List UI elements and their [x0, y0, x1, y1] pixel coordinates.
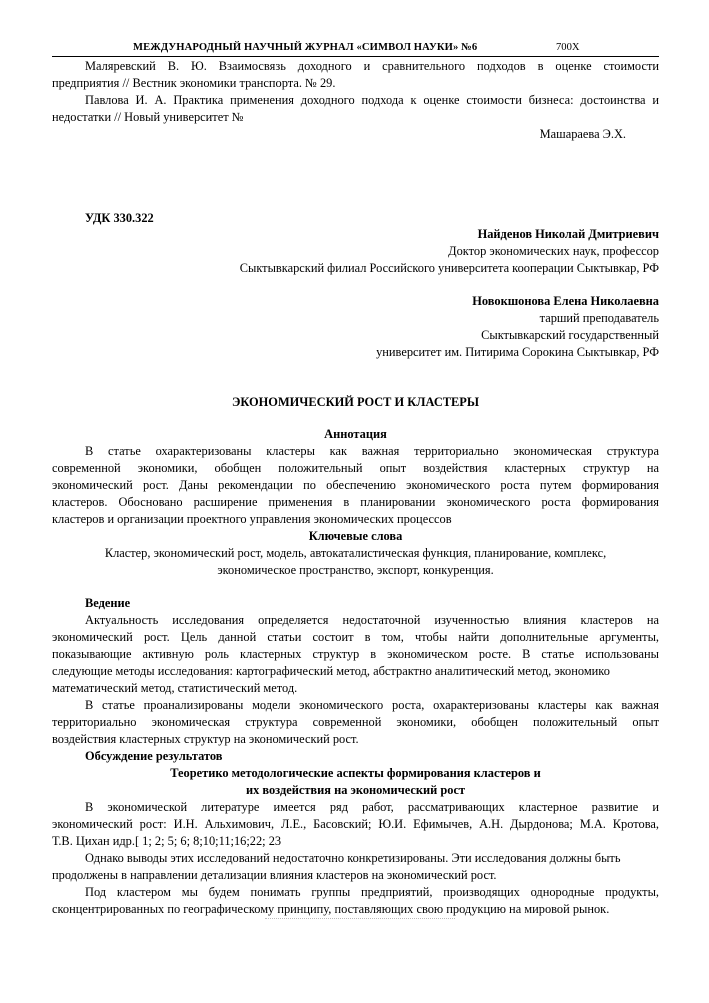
body-line: территориально экономическая структура современной экономики, обобщен положительный опыт — [52, 715, 659, 729]
body-line: следующие методы исследования: картографический метод, абстрактно аналитический метод, экономико — [52, 664, 610, 678]
running-header — [0, 42, 709, 56]
keywords-line: Кластер, экономический рост, модель, автокаталистическая функция, планирование, комплекс, — [104, 546, 607, 560]
discussion-heading: Обсуждение результатов — [85, 749, 223, 763]
abstract-line: экономический рост. Даны рекомендации по обеспечению экономического роста путем формирования — [52, 478, 659, 492]
author-2-affiliation: Сыктывкарский государственный — [481, 328, 659, 342]
body-line: Однако выводы этих исследований недостаточно конкретизированы. Эти исследования должны быть — [85, 851, 621, 865]
body-line: экономический рост: И.Н. Альхимович, Л.Е., Басовский; Ю.И. Ефимычев, А.Н. Дырдонова; М.А. Кротова, — [52, 817, 659, 831]
author-2-title: тарший преподаватель — [539, 311, 659, 325]
footer-divider — [265, 918, 455, 919]
keywords-heading: Ключевые слова — [308, 529, 403, 543]
body-line: сконцентрированных по географическому принципу, поставляющих свою продукцию на мировой рынок. — [52, 902, 610, 916]
journal-title: МЕЖДУНАРОДНЫЙ НАУЧНЫЙ ЖУРНАЛ «СИМВОЛ НАУКИ» №6 — [133, 42, 478, 53]
reference-line: Маляревский В. Ю. Взаимосвязь доходного и сравнительного подходов в оценке стоимости — [85, 59, 659, 73]
keywords-line: экономическое пространство, экспорт, конкуренция. — [217, 563, 494, 577]
author-1-name: Найденов Николай Дмитриевич — [477, 227, 659, 241]
abstract-line: кластеров. Обосновано расширение применения в планировании экономического роста формирования — [52, 495, 659, 509]
section-subheading: Теоретико методологические аспекты формирования кластеров и — [170, 766, 541, 780]
body-line: В экономической литературе имеется ряд работ, рассматривающих кластерное развитие и — [85, 800, 659, 814]
reference-line: недостатки // Новый университет № — [52, 110, 244, 124]
body-line: воздействия кластерных структур на экономический рост. — [52, 732, 359, 746]
header-rule — [52, 56, 659, 57]
author-2-affiliation: университет им. Питирима Сорокина Сыктывкар, РФ — [376, 345, 659, 359]
abstract-line: кластеров и организации проектного управления экономических процессов — [52, 512, 452, 526]
abstract-line: современной экономики, обобщен положительный опыт воздействия кластерных структур на — [52, 461, 659, 475]
body-line: Т.В. Цихан идр.[ 1; 2; 5; 6; 8;10;11;16;22; 23 — [52, 834, 282, 848]
body-line: экономический рост. Цель данной статьи состоит в том, чтобы найти дополнительные аргументы, — [52, 630, 659, 644]
body-line: показывающие активную роль кластерных структур в экономическом росте. В статье использованы — [52, 647, 659, 661]
body-line: продолжены в направлении детализации влияния кластеров на экономический рост. — [52, 868, 497, 882]
abstract-line: В статье охарактеризованы кластеры как важная территориально экономическая структура — [85, 444, 659, 458]
previous-article-author: Машараева Э.Х. — [539, 127, 626, 141]
page-number: 700Х — [556, 42, 580, 53]
udk-code: УДК 330.322 — [85, 211, 154, 225]
body-line: В статье проанализированы модели экономического роста, охарактеризованы кластеры как важная — [85, 698, 659, 712]
body-line: Актуальность исследования определяется недостаточной изученностью влияния кластеров на — [85, 613, 659, 627]
body-line: Под кластером мы будем понимать группы предприятий, производящих однородные продукты, — [85, 885, 659, 899]
article-title: ЭКОНОМИЧЕСКИЙ РОСТ И КЛАСТЕРЫ — [231, 395, 480, 409]
body-line: математический метод, статистический метод. — [52, 681, 298, 695]
abstract-heading: Аннотация — [324, 427, 387, 441]
intro-heading: Ведение — [85, 596, 131, 610]
author-1-affiliation: Сыктывкарский филиал Российского университета кооперации Сыктывкар, РФ — [239, 261, 659, 275]
reference-line: предприятия // Вестник экономики транспорта. № 29. — [52, 76, 336, 90]
author-1-degree: Доктор экономических наук, профессор — [448, 244, 659, 258]
reference-line: Павлова И. А. Практика применения доходного подхода к оценке стоимости бизнеса: достоинства и — [85, 93, 659, 107]
section-subheading: их воздействия на экономический рост — [245, 783, 466, 797]
author-2-name: Новокшонова Елена Николаевна — [472, 294, 659, 308]
